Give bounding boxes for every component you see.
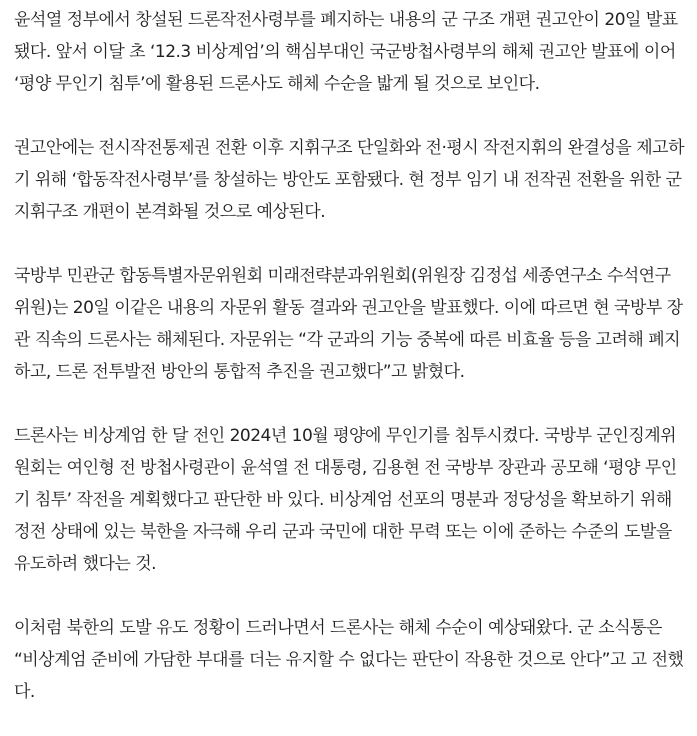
paragraph-line: 하고, 드론 전투발전 방안의 통합적 추진을 권고했다”고 밝혔다.: [14, 362, 465, 382]
paragraph-line: 관 직속의 드론사는 해체된다. 자문위는 “각 군과의 기능 중복에 따른 비효율 등을 고려해 폐지: [14, 330, 681, 350]
paragraph-line: 윤석열 정부에서 창설된 드론작전사령부를 폐지하는 내용의 군 구조 개편 권고안이 20일 발표: [14, 10, 678, 30]
paragraph-line: 유도하려 했다는 것.: [14, 554, 157, 574]
paragraph-line: 다.: [14, 682, 35, 702]
article-paragraph-1: [14, 4, 697, 100]
paragraph-line: 국방부 민관군 합동특별자문위원회 미래전략분과위원회(위원장 김정섭 세종연구소 수석연구: [14, 266, 671, 286]
paragraph-line: 지휘구조 개편이 본격화될 것으로 예상된다.: [14, 202, 326, 222]
article-paragraph-2: [14, 132, 697, 228]
paragraph-line: 됐다. 앞서 이달 초 ‘12.3 비상계엄’의 핵심부대인 국군방첩사령부의 해체 권고안 발표에 이어: [14, 42, 676, 62]
paragraph-line: 위원)는 20일 이같은 내용의 자문위 활동 결과와 권고안을 발표했다. 이에 따르면 현 국방부 장: [14, 298, 683, 318]
article-paragraph-3: [14, 260, 697, 388]
article-paragraph-5: [14, 612, 697, 708]
paragraph-line: 드론사는 비상계엄 한 달 전인 2024년 10월 평양에 무인기를 침투시켰다. 국방부 군인징계위: [14, 426, 677, 446]
paragraph-line: ‘평양 무인기 침투’에 활용된 드론사도 해체 수순을 밟게 될 것으로 보인다.: [14, 74, 540, 94]
paragraph-line: 기 침투’ 작전을 계획했다고 판단한 바 있다. 비상계엄 선포의 명분과 정당성을 확보하기 위해: [14, 490, 672, 510]
article-paragraph-4: [14, 420, 697, 580]
paragraph-line: “비상계엄 준비에 가담한 부대를 더는 유지할 수 없다는 판단이 작용한 것으로 안다”고 고 전했: [14, 650, 684, 670]
paragraph-line: 이처럼 북한의 도발 유도 정황이 드러나면서 드론사는 해체 수순이 예상돼왔다. 군 소식통은: [14, 618, 662, 638]
paragraph-line: 정전 상태에 있는 북한을 자극해 우리 군과 국민에 대한 무력 또는 이에 준하는 수준의 도발을: [14, 522, 672, 542]
paragraph-line: 원회는 여인형 전 방첩사령관이 윤석열 전 대통령, 김용현 전 국방부 장관과 공모해 ‘평양 무인: [14, 458, 677, 478]
paragraph-line: 기 위해 ‘합동작전사령부’를 창설하는 방안도 포함됐다. 현 정부 임기 내 전작권 전환을 위한 군: [14, 170, 682, 190]
paragraph-line: 권고안에는 전시작전통제권 전환 이후 지휘구조 단일화와 전·평시 작전지휘의 완결성을 제고하: [14, 138, 684, 158]
